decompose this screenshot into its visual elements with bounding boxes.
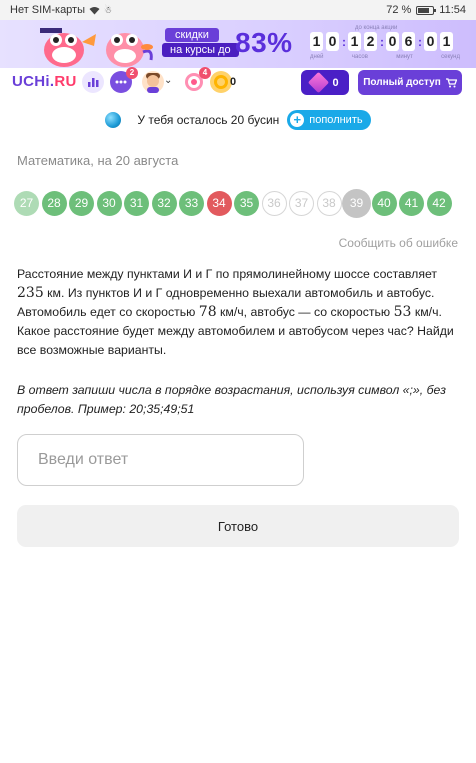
carrier-label: Нет SIM-карты [10, 4, 86, 16]
question-part: км/ч. Какое расстояние будет между автомобилем и автобусом через час? Найди все возможные варианты. [17, 305, 454, 357]
timer-digit: 1 [310, 32, 323, 51]
promo-banner[interactable] [0, 20, 476, 68]
task-28-button[interactable]: 28 [42, 191, 67, 216]
timer-digit: 0 [386, 32, 399, 51]
timer-digit: 6 [402, 32, 415, 51]
question-number: 53 [393, 304, 412, 320]
timer-separator: : [380, 34, 384, 49]
timer-label-hours: часов [351, 54, 368, 60]
gems-button[interactable] [301, 70, 349, 95]
goals-badge: 4 [199, 67, 211, 79]
question-text [17, 265, 462, 360]
notification-icon: ☃ [104, 4, 113, 15]
task-39-button[interactable]: 39 [342, 189, 371, 218]
task-31-button[interactable]: 31 [124, 191, 149, 216]
gem-icon [308, 72, 329, 93]
report-error-link[interactable]: Сообщить об ошибке [338, 236, 458, 250]
task-navigation [14, 191, 464, 218]
task-32-button[interactable]: 32 [152, 191, 177, 216]
question-part: км. Из пунктов И и Г одновременно выехали автомобиль и автобус. Автомобиль едет со скоростью [17, 286, 435, 319]
task-41-button[interactable]: 41 [399, 191, 424, 216]
task-34-button[interactable]: 34 [207, 191, 232, 216]
timer-digit: 2 [364, 32, 377, 51]
timer-label-minutes: минут [396, 54, 413, 60]
timer-digit: 1 [440, 32, 453, 51]
clock: 11:54 [439, 4, 466, 16]
coins-button[interactable] [210, 71, 232, 93]
coins-count: 0 [230, 76, 237, 88]
submit-button[interactable]: Готово [17, 505, 459, 547]
logo-text: UCHi. [12, 73, 55, 90]
full-access-button[interactable] [358, 70, 462, 95]
question-part: км/ч, автобус — со скоростью [216, 305, 394, 319]
task-33-button[interactable]: 33 [179, 191, 204, 216]
timer-digit: 0 [326, 32, 339, 51]
dino-mascot-icon [38, 22, 100, 68]
bar-chart-icon [82, 71, 104, 93]
bead-icon [105, 112, 121, 128]
countdown-timer [310, 32, 453, 51]
timer-label-seconds: секунд [441, 54, 460, 60]
wifi-icon [89, 6, 100, 15]
task-29-button[interactable]: 29 [69, 191, 94, 216]
question-number: 235 [17, 285, 44, 301]
beads-text: У тебя осталось 20 бусин [137, 113, 280, 127]
battery-icon [416, 6, 434, 15]
answer-input[interactable] [17, 434, 304, 486]
timer-digit: 0 [424, 32, 437, 51]
answer-instruction: В ответ запиши числа в порядке возрастания, используя символ «;», без пробелов. Пример: 20;35;49;51 [17, 383, 446, 416]
full-access-label: Полный доступ [363, 77, 441, 88]
task-27-button[interactable]: 27 [14, 191, 39, 216]
task-37-button[interactable]: 37 [289, 191, 314, 216]
refill-button[interactable] [287, 110, 370, 130]
messages-button[interactable] [110, 68, 135, 93]
banner-discount-label: скидки [165, 28, 219, 42]
task-36-button[interactable]: 36 [262, 191, 287, 216]
profile-button[interactable] [142, 71, 164, 93]
stats-button[interactable] [82, 71, 104, 93]
messages-badge: 2 [126, 67, 138, 79]
task-38-button[interactable]: 38 [317, 191, 342, 216]
timer-separator: : [342, 34, 346, 49]
task-40-button[interactable]: 40 [372, 191, 397, 216]
uchi-logo[interactable] [12, 73, 77, 90]
avatar-icon [142, 71, 164, 93]
cart-icon [446, 78, 457, 88]
battery-percent: 72 % [386, 4, 412, 16]
task-35-button[interactable]: 35 [234, 191, 259, 216]
coin-icon [210, 71, 232, 93]
banner-courses-label: на курсы до [162, 43, 239, 57]
beads-row [0, 108, 476, 132]
timer-separator: : [418, 34, 422, 49]
task-30-button[interactable]: 30 [97, 191, 122, 216]
plus-icon: + [290, 113, 304, 127]
gems-count: 0 [332, 76, 339, 89]
timer-labels [310, 54, 460, 60]
chevron-down-icon[interactable]: ⌄ [164, 75, 173, 86]
timer-label-days: дней [310, 54, 324, 60]
leaf-icon [140, 42, 154, 52]
question-part: Расстояние между пунктами И и Г по прямолинейному шоссе составляет [17, 267, 438, 281]
timer-caption: до конца акции [355, 25, 398, 31]
subject-title: Математика, на 20 августа [17, 153, 179, 168]
logo-accent: RU [54, 73, 77, 90]
timer-digit: 1 [348, 32, 361, 51]
task-42-button[interactable]: 42 [427, 191, 452, 216]
banner-percent: 83% [235, 27, 293, 58]
goals-button[interactable] [183, 68, 208, 93]
refill-label: пополнить [309, 114, 363, 126]
top-nav [0, 68, 476, 98]
status-bar [0, 0, 476, 20]
question-number: 78 [198, 304, 217, 320]
